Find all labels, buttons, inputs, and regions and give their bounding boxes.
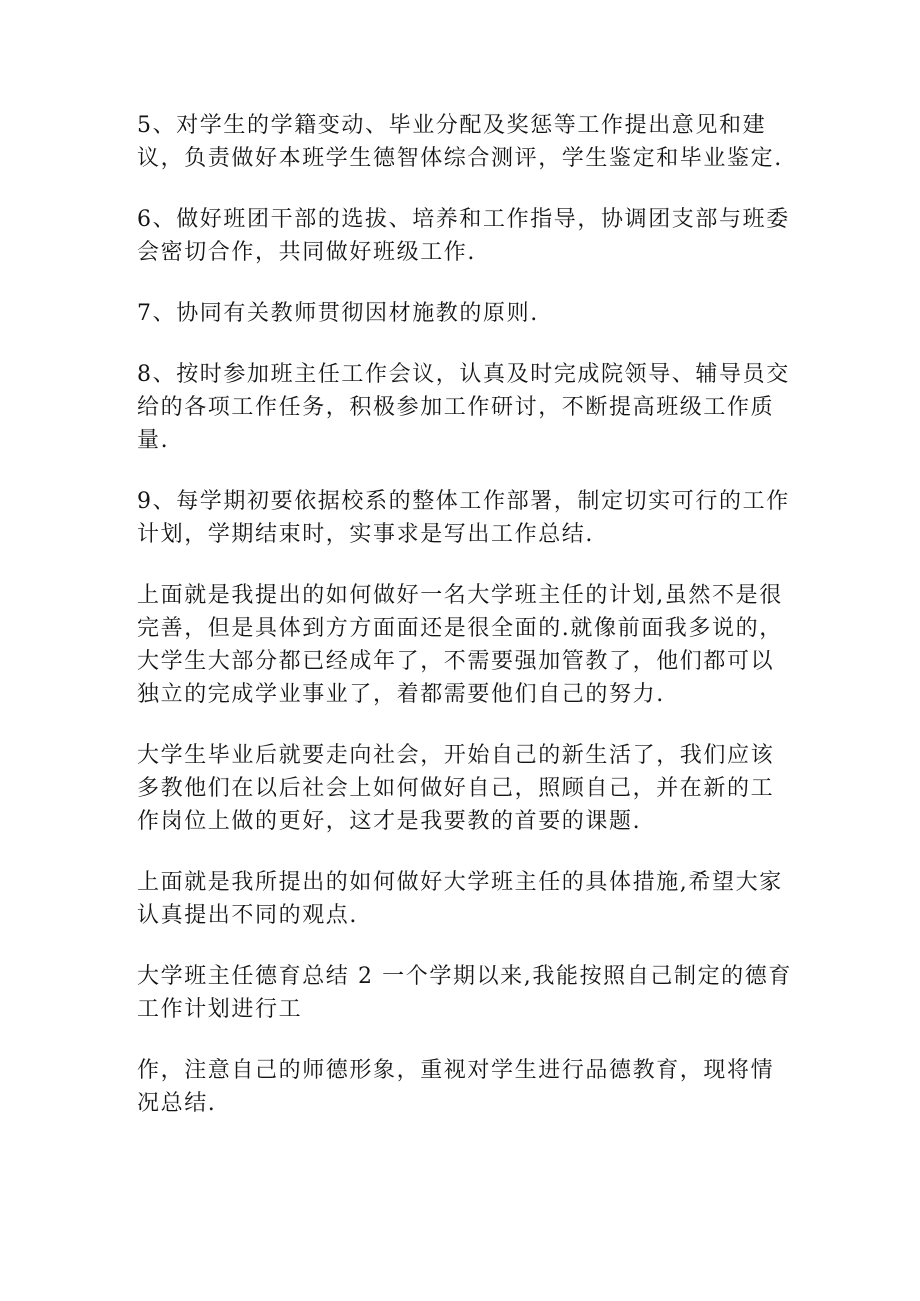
paragraph-item-5: 5、对学生的学籍变动、毕业分配及奖惩等工作提出意见和建议，负责做好本班学生德智体综合测评，学生鉴定和毕业鉴定.: [137, 113, 783, 171]
paragraph-moral-education-body: 作，注意自己的师德形象，重视对学生进行品德教育，现将情况总结.: [137, 1058, 775, 1116]
paragraph-item-7: 7、协同有关教师贯彻因材施教的原则.: [137, 301, 539, 326]
paragraph-item-9: 9、每学期初要依据校系的整体工作部署，制定切实可行的工作计划，学期结束时，实事求是写出工作总结.: [137, 489, 790, 547]
document-body: [137, 109, 797, 1148]
paragraph-item-6: 6、做好班团干部的选拔、培养和工作指导，协调团支部与班委会密切合作，共同做好班级工作.: [137, 207, 790, 265]
paragraph-graduation: 大学生毕业后就要走向社会，开始自己的新生活了，我们应该多教他们在以后社会上如何做好自己，照顾自己，并在新的工作岗位上做的更好，这才是我要教的首要的课题.: [137, 743, 775, 834]
paragraph-moral-education-title: 大学班主任德育总结 2 一个学期以来,我能按照自己制定的德育工作计划进行工: [137, 964, 792, 1022]
paragraph-measures-conclusion: 上面就是我所提出的如何做好大学班主任的具体措施,希望大家认真提出不同的观点.: [137, 870, 783, 928]
paragraph-item-8: 8、按时参加班主任工作会议，认真及时完成院领导、辅导员交给的各项工作任务，积极参加工作研讨，不断提高班级工作质量.: [137, 362, 790, 453]
paragraph-plan-summary: 上面就是我提出的如何做好一名大学班主任的计划,虽然不是很完善，但是具体到方方面面还是很全面的.就像前面我多说的，大学生大部分都已经成年了，不需要强加管教了，他们都可以独立的完成学业事业了，着都需要他们自己的努力.: [137, 583, 783, 707]
